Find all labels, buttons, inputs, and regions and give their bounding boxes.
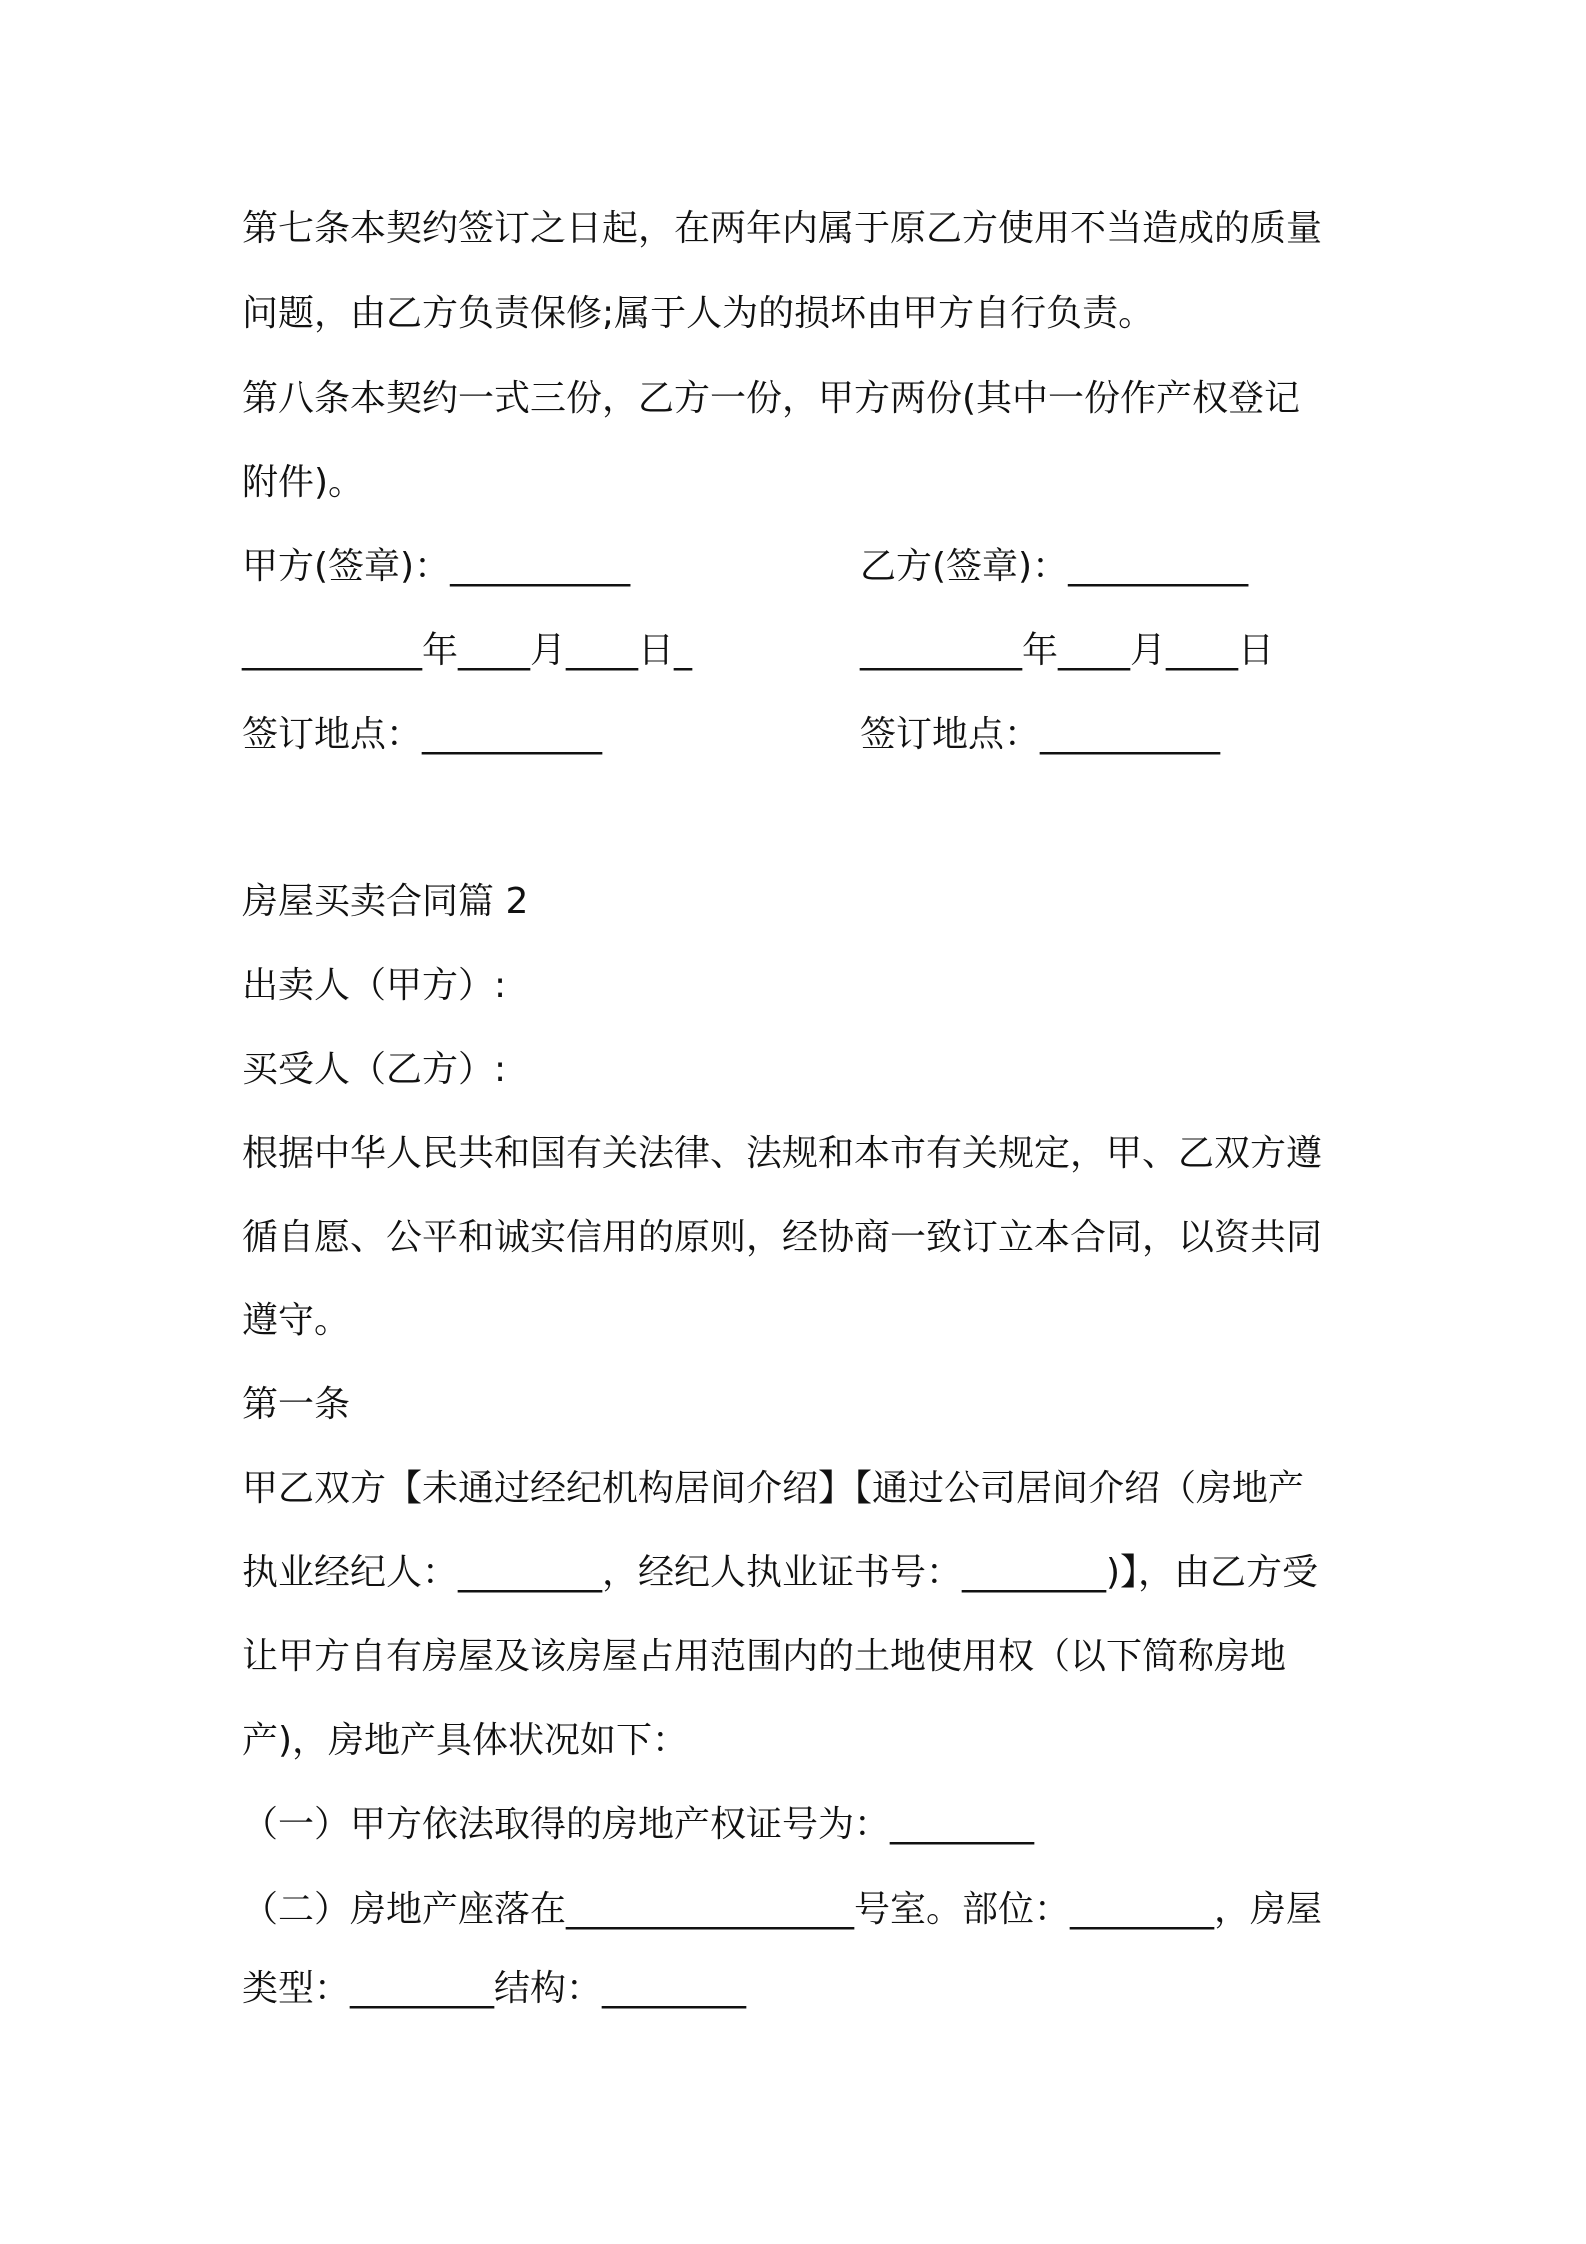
item1-line: （一）甲方依法取得的房地产权证号为：________ bbox=[242, 1804, 1035, 1845]
article1-line4: 产)，房地产具体状况如下： bbox=[242, 1720, 689, 1761]
article8-line2: 附件)。 bbox=[242, 462, 365, 503]
article1-line1: 甲乙双方【未通过经纪机构居间介绍】【通过公司居间介绍（房地产 bbox=[242, 1468, 1305, 1509]
party-b-signature: 乙方(签章)：__________ bbox=[860, 546, 1249, 587]
preamble-line1: 根据中华人民共和国有关法律、法规和本市有关规定，甲、乙双方遵 bbox=[242, 1133, 1323, 1174]
preamble-line2: 循自愿、公平和诚实信用的原则，经协商一致订立本合同，以资共同 bbox=[242, 1217, 1323, 1258]
section2-title: 房屋买卖合同篇 2 bbox=[242, 881, 529, 922]
article7-line1: 第七条本契约签订之日起，在两年内属于原乙方使用不当造成的质量 bbox=[242, 208, 1323, 249]
article1-heading: 第一条 bbox=[242, 1384, 351, 1425]
party-a-place: 签订地点：__________ bbox=[242, 714, 603, 755]
preamble-line3: 遵守。 bbox=[242, 1300, 351, 1341]
party-b-date: _________年____月____日 bbox=[860, 630, 1274, 671]
party-a-signature: 甲方(签章)：__________ bbox=[242, 546, 631, 587]
seller-line: 出卖人（甲方）: bbox=[242, 965, 507, 1006]
item2-line1: （二）房地产座落在________________号室。部位：________，房屋 bbox=[242, 1889, 1323, 1930]
item2-line2: 类型：________结构：________ bbox=[242, 1968, 747, 2009]
article1-line3: 让甲方自有房屋及该房屋占用范围内的土地使用权（以下简称房地 bbox=[242, 1636, 1287, 1677]
buyer-line: 买受人（乙方）: bbox=[242, 1049, 507, 1090]
article1-line2: 执业经纪人：________，经纪人执业证书号：________)】，由乙方受 bbox=[242, 1552, 1319, 1593]
party-a-date: __________年____月____日_ bbox=[242, 630, 692, 671]
article8-line1: 第八条本契约一式三份，乙方一份，甲方两份(其中一份作产权登记 bbox=[242, 378, 1301, 419]
party-b-place: 签订地点：__________ bbox=[860, 714, 1221, 755]
article7-line2: 问题，由乙方负责保修;属于人为的损坏由甲方自行负责。 bbox=[242, 293, 1155, 334]
